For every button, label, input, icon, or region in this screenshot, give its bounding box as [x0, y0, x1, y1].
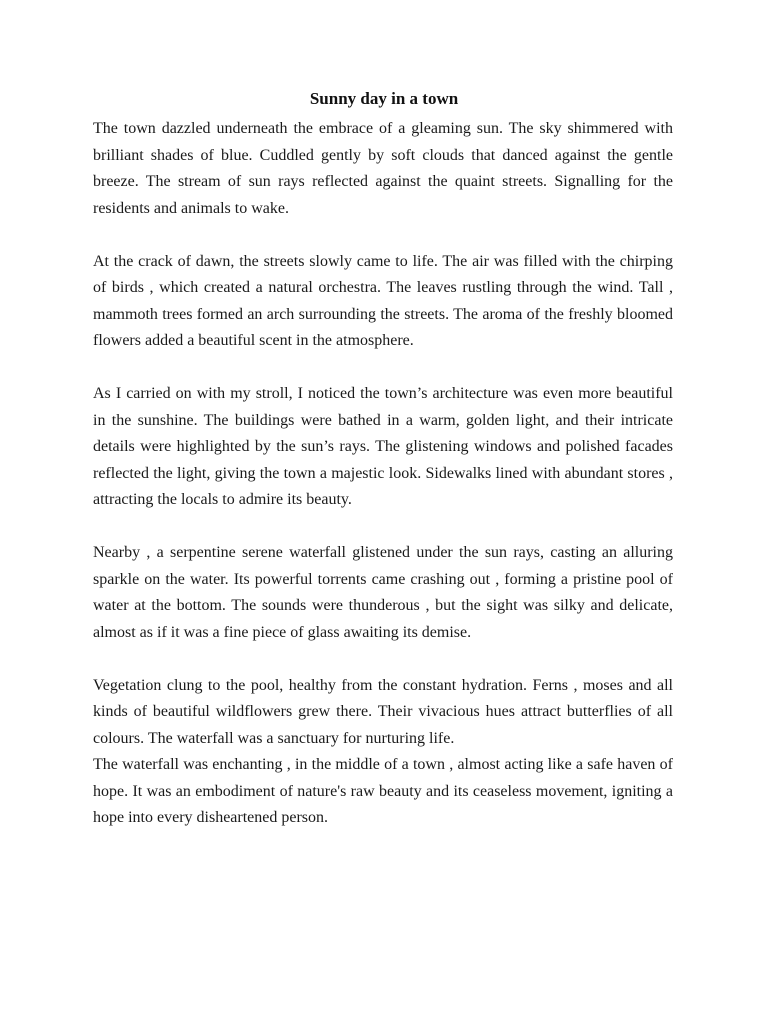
paragraph-4: Nearby , a serpentine serene waterfall glistened under the sun rays, casting an alluring sparkle on the water. Its powerful torrents came crashing out , forming a pristine pool of water at the bottom. The sounds were thunderous , but the sight was silky and delicate, almost as if it was a fine piece of glass awaiting its demise. — [93, 544, 673, 641]
paragraph-2: At the crack of dawn, the streets slowly came to life. The air was filled with the chirping of birds , which created a natural orchestra. The leaves rustling through the wind. Tall , mammoth trees formed an arch surrounding the streets. The aroma of the freshly bloomed flowers added a beautiful scent in the atmosphere. — [93, 252, 673, 349]
paragraph-6: The waterfall was enchanting , in the middle of a town , almost acting like a safe haven of hope. It was an embodiment of nature's raw beauty and its ceaseless movement, igniting a hope into every disheartened person. — [93, 756, 673, 826]
paragraph-3: As I carried on with my stroll, I noticed the town’s architecture was even more beautiful in the sunshine. The buildings were bathed in a warm, golden light, and their intricate details were highlighted by the sun’s rays. The glistening windows and polished facades reflected the light, giving the town a majestic look. Sidewalks lined with abundant stores , attracting the locals to admire its beauty. — [93, 385, 673, 508]
document-body — [93, 116, 673, 832]
page-title: Sunny day in a town — [309, 89, 459, 108]
paragraph-1: The town dazzled underneath the embrace of a gleaming sun. The sky shimmered with brilliant shades of blue. Cuddled gently by soft clouds that danced against the gentle breeze. The stream of sun rays reflected against the quaint streets. Signalling for the residents and animals to wake. — [93, 120, 673, 217]
paragraph-5: Vegetation clung to the pool, healthy from the constant hydration. Ferns , moses and all kinds of beautiful wildflowers grew there. Their vivacious hues attract butterflies of all colours. The waterfall was a sanctuary for nurturing life. — [93, 676, 673, 747]
